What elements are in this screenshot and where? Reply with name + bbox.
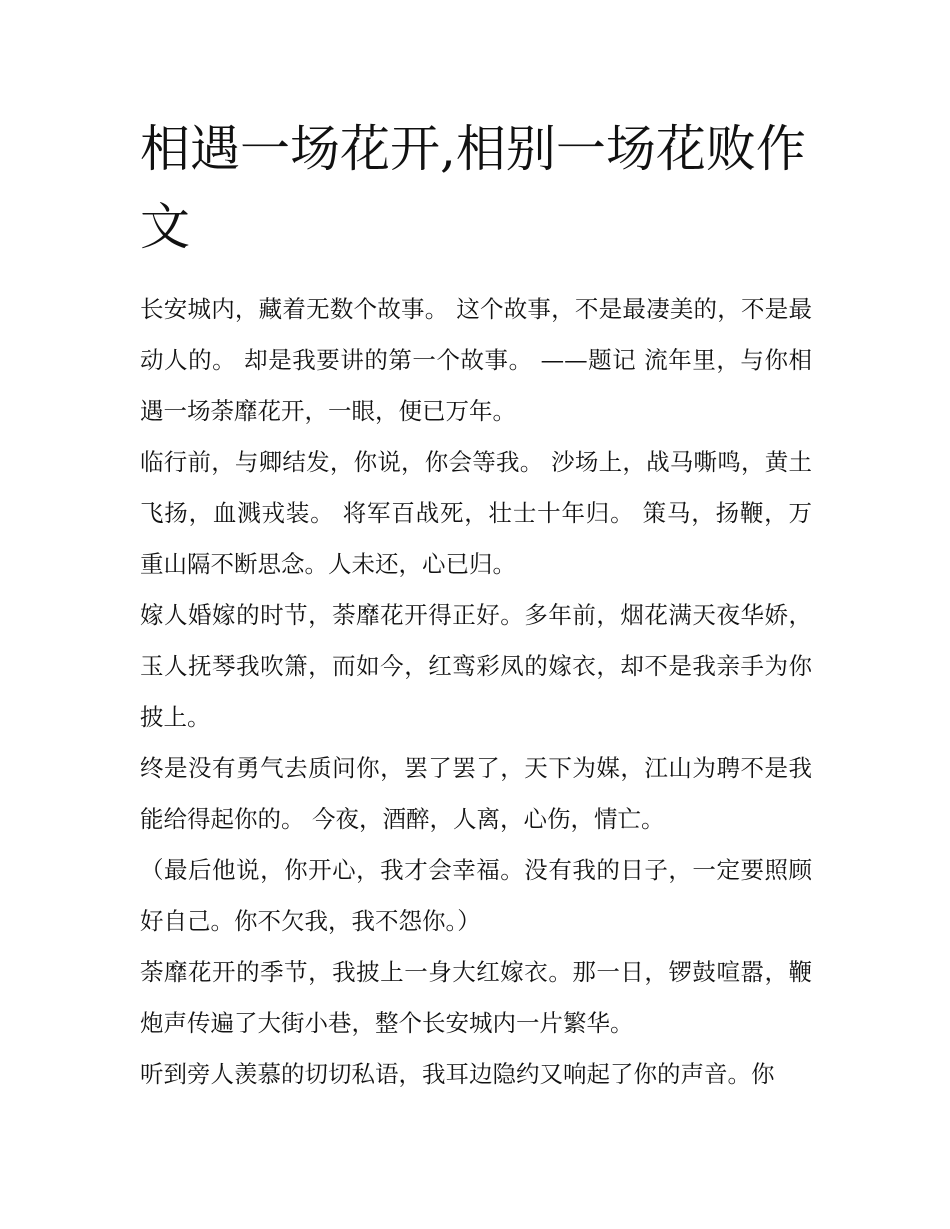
paragraph-4: 终是没有勇气去质问你，罢了罢了，天下为媒，江山为聘不是我能给得起你的。 今夜，酒醉，人离，心伤，情亡。 <box>140 754 812 833</box>
paragraph-2: 临行前，与卿结发，你说，你会等我。 沙场上，战马嘶鸣，黄土飞扬，血溅戎装。 将军百战死，壮士十年归。 策马，扬鞭，万重山隔不断思念。人未还，心已归。 <box>140 448 812 578</box>
document-title: 相遇一场花开,相别一场花败作文 <box>140 120 806 256</box>
document-body <box>140 110 812 1100</box>
paragraph-1: 长安城内，藏着无数个故事。 这个故事，不是最凄美的，不是最动人的。 却是我要讲的第一个故事。 ——题记 流年里，与你相遇一场荼靡花开，一眼，便已万年。 <box>140 295 812 425</box>
paragraph-7: 听到旁人羡慕的切切私语，我耳边隐约又响起了你的声音。你 <box>140 1060 775 1088</box>
paragraph-3: 嫁人婚嫁的时节，荼靡花开得正好。多年前，烟花满天夜华娇，玉人抚琴我吹箫，而如今，红鸾彩凤的嫁衣，却不是我亲手为你披上。 <box>140 601 812 731</box>
paragraph-6: 荼靡花开的季节，我披上一身大红嫁衣。那一日，锣鼓喧嚣，鞭炮声传遍了大街小巷，整个长安城内一片繁华。 <box>140 958 812 1037</box>
paragraph-5: （最后他说，你开心，我才会幸福。没有我的日子，一定要照顾好自己。你不欠我，我不怨你。） <box>140 856 812 935</box>
